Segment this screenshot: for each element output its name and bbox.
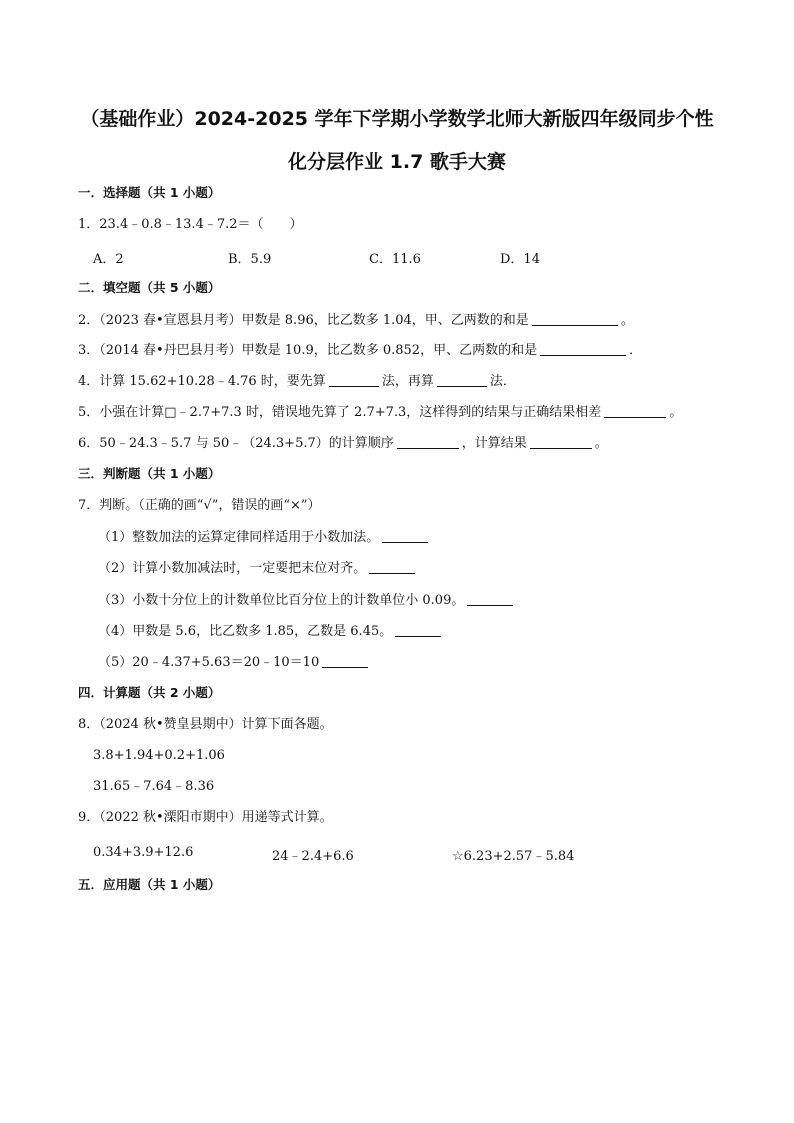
section-application-heading: 五．应用题（共 1 小题） [78, 877, 221, 892]
section-calc-heading: 四．计算题（共 2 小题） [78, 685, 221, 700]
question-5-end: 。 [669, 405, 683, 420]
question-7-item-4 [98, 623, 444, 640]
question-9-expression-1: 0.34+3.9+12.6 [93, 845, 194, 860]
answer-blank[interactable] [540, 342, 626, 356]
answer-blank[interactable] [329, 373, 379, 387]
question-6-part-a: 6．50﹣24.3﹣5.7 与 50﹣（24.3+5.7）的计算顺序 [78, 436, 394, 451]
judge-statement: （2）计算小数加减法时，一定要把末位对齐。 [98, 561, 367, 576]
question-9-expression-2: 24﹣2.4+6.6 [272, 849, 354, 864]
question-1-stem: 1．23.4﹣0.8﹣13.4﹣7.2＝（ ） [78, 217, 303, 232]
question-1-option-d: D．14 [500, 252, 540, 267]
question-1-option-a: A．2 [93, 252, 124, 267]
question-2 [78, 312, 634, 329]
question-4-part-b: 法，再算 [381, 374, 434, 389]
question-3-text: 3．（2014 春•丹巴县月考）甲数是 10.9，比乙数多 0.852，甲、乙两数的和是 [78, 343, 538, 358]
question-4-part-c: 法． [489, 374, 516, 389]
question-2-text: 2．（2023 春•宣恩县月考）甲数是 8.96，比乙数多 1.04，甲、乙两数的和是 [78, 313, 529, 328]
question-7-item-2 [98, 560, 418, 577]
answer-blank[interactable] [397, 435, 459, 449]
answer-blank[interactable] [604, 404, 666, 418]
question-1-option-c: C．11.6 [369, 252, 421, 267]
page-title-line-2: 化分层作业 1.7 歌手大赛 [288, 151, 506, 173]
question-7-stem: 7．判断。（正确的画“√”，错误的画“×”） [78, 498, 321, 513]
question-3 [78, 342, 642, 359]
question-9-stem: 9．（2022 秋•溧阳市期中）用递等式计算。 [78, 810, 333, 825]
answer-blank[interactable] [382, 529, 428, 543]
question-5 [78, 404, 682, 421]
question-9-expression-3: ☆6.23+2.57﹣5.84 [452, 849, 575, 864]
answer-blank[interactable] [532, 312, 618, 326]
answer-blank[interactable] [322, 654, 368, 668]
question-3-end: ． [629, 343, 643, 358]
question-8-expression-2: 31.65﹣7.64﹣8.36 [93, 779, 215, 794]
section-choice-heading: 一．选择题（共 1 小题） [78, 185, 221, 200]
question-5-text: 5．小强在计算□﹣2.7+7.3 时，错误地先算了 2.7+7.3，这样得到的结果与正确结果相差 [78, 405, 602, 420]
question-1-option-b: B．5.9 [228, 252, 272, 267]
answer-blank[interactable] [369, 560, 415, 574]
question-6 [78, 435, 608, 452]
question-6-part-c: 。 [594, 436, 608, 451]
question-6-part-b: ，计算结果 [461, 436, 527, 451]
judge-statement: （3）小数十分位上的计数单位比百分位上的计数单位小 0.09。 [98, 593, 465, 608]
answer-blank[interactable] [467, 592, 513, 606]
section-judge-heading: 三．判断题（共 1 小题） [78, 466, 221, 481]
page-title-line-1: （基础作业）2024-2025 学年下学期小学数学北师大新版四年级同步个性 [80, 108, 714, 130]
judge-statement: （1）整数加法的运算定律同样适用于小数加法。 [98, 530, 380, 545]
question-4-part-a: 4．计算 15.62+10.28﹣4.76 时，要先算 [78, 374, 326, 389]
question-2-end: 。 [620, 313, 634, 328]
question-8-expression-1: 3.8+1.94+0.2+1.06 [93, 748, 225, 763]
judge-statement: （5）20﹣4.37+5.63＝20﹣10＝10 [98, 655, 320, 670]
question-7-item-1 [98, 529, 431, 546]
answer-blank[interactable] [395, 623, 441, 637]
answer-blank[interactable] [437, 373, 487, 387]
question-7-item-3 [98, 592, 516, 609]
question-4 [78, 373, 516, 390]
section-fill-heading: 二．填空题（共 5 小题） [78, 280, 221, 295]
question-7-item-5 [98, 654, 371, 671]
answer-blank[interactable] [530, 435, 592, 449]
question-8-stem: 8．（2024 秋•赞皇县期中）计算下面各题。 [78, 717, 333, 732]
judge-statement: （4）甲数是 5.6，比乙数多 1.85，乙数是 6.45。 [98, 624, 393, 639]
